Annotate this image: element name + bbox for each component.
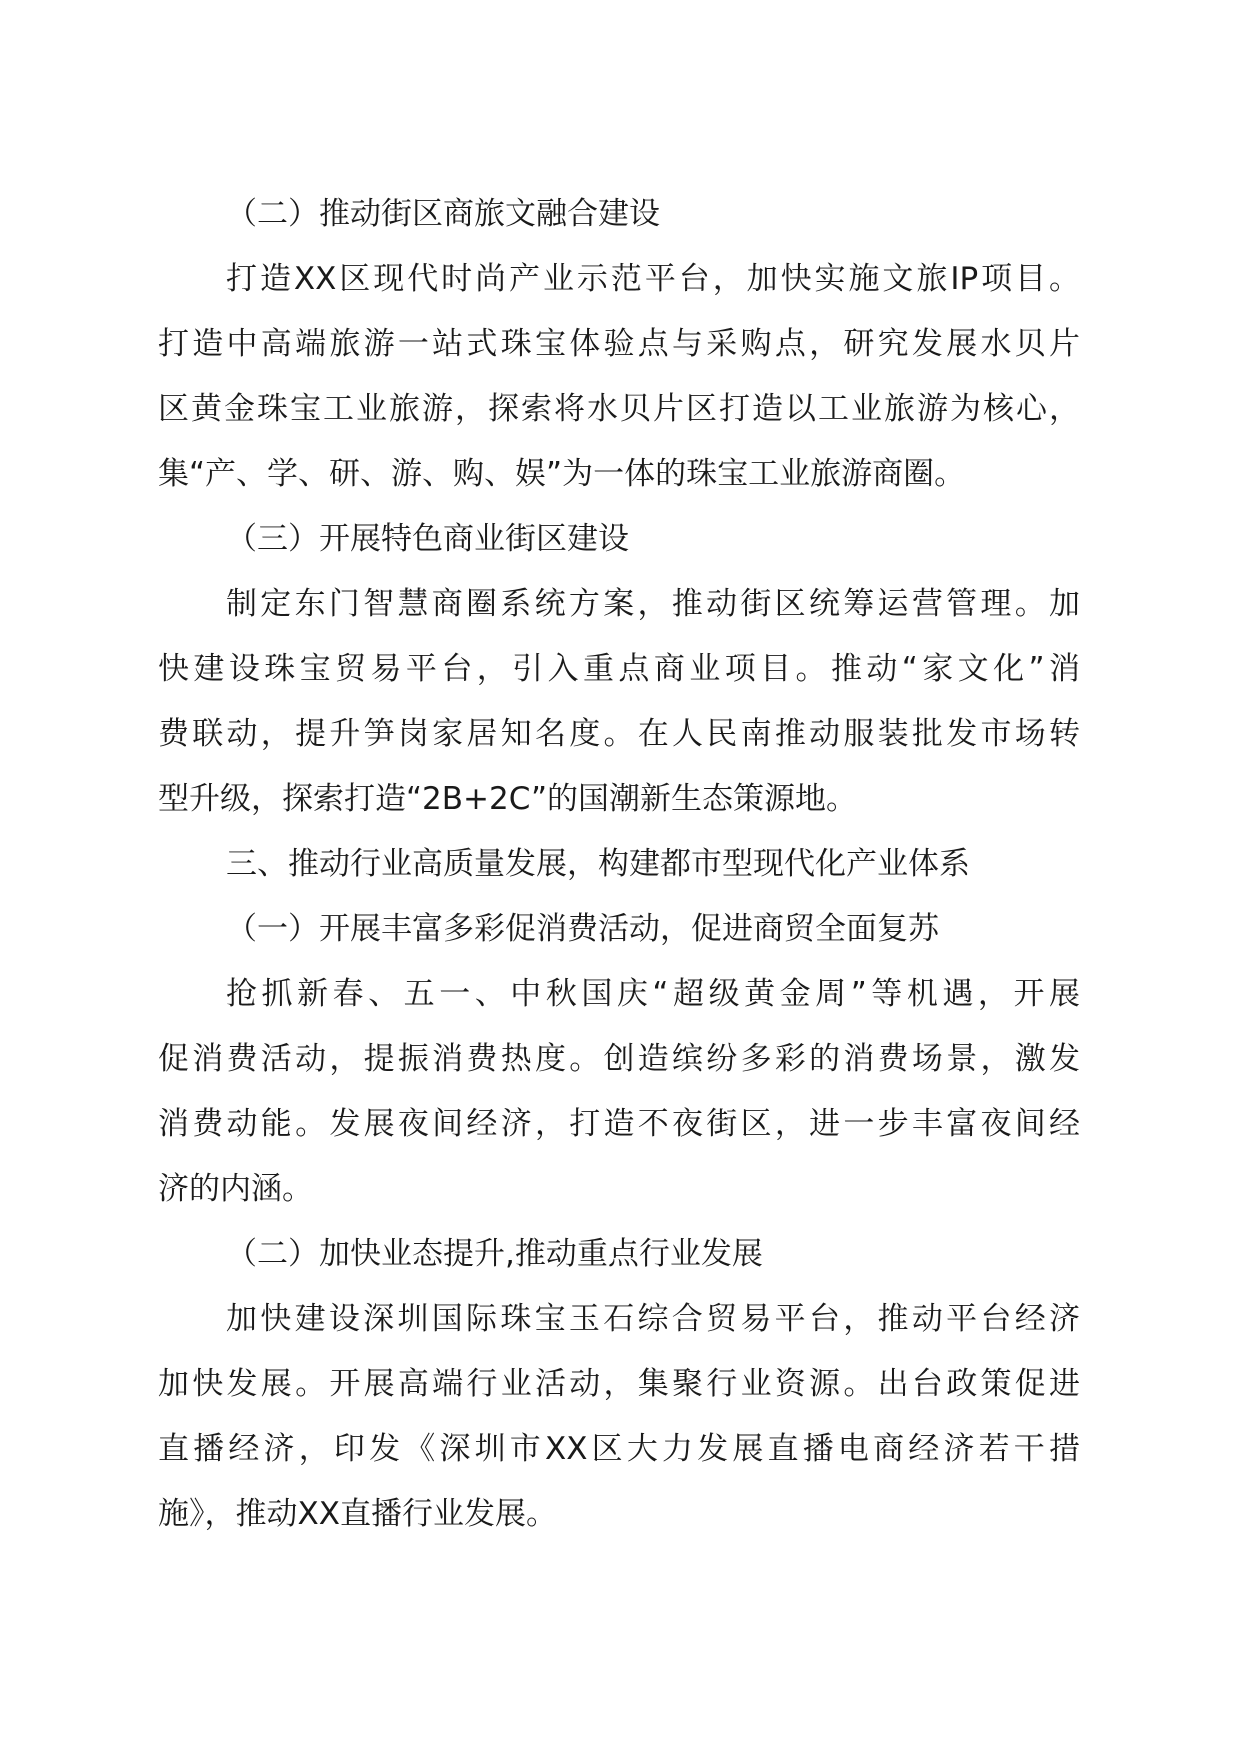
text-line: （二）推动街区商旅文融合建设 bbox=[226, 196, 660, 232]
subheading-characteristic-street bbox=[158, 507, 1080, 572]
text-line: 济的内涵。 bbox=[158, 1171, 313, 1207]
text-line: 消费动能。发展夜间经济，打造不夜街区，进一步丰富夜间经 bbox=[158, 1106, 1080, 1142]
text-line: 区黄金珠宝工业旅游，探索将水贝片区打造以工业旅游为核心， bbox=[158, 391, 1080, 427]
text-line: 三、推动行业高质量发展，构建都市型现代化产业体系 bbox=[226, 846, 970, 882]
document-body bbox=[158, 182, 1080, 1547]
text-line: 抢抓新春、五一、中秋国庆“超级黄金周”等机遇，开展 bbox=[226, 976, 1080, 1012]
text-line: 集“产、学、研、游、购、娱”为一体的珠宝工业旅游商圈。 bbox=[158, 456, 966, 492]
text-line: （二）加快业态提升,推动重点行业发展 bbox=[226, 1236, 763, 1272]
section-heading-industry-development bbox=[158, 832, 1080, 897]
text-line: 费联动，提升笋岗家居知名度。在人民南推动服装批发市场转 bbox=[158, 716, 1080, 752]
text-line: （一）开展丰富多彩促消费活动，促进商贸全面复苏 bbox=[226, 911, 939, 947]
text-line: 加快建设深圳国际珠宝玉石综合贸易平台，推动平台经济 bbox=[226, 1301, 1080, 1337]
text-line: 加快发展。开展高端行业活动，集聚行业资源。出台政策促进 bbox=[158, 1366, 1080, 1402]
paragraph-golden-week bbox=[158, 962, 1080, 1222]
paragraph-smart-business-district bbox=[158, 572, 1080, 832]
text-line: 打造XX区现代时尚产业示范平台，加快实施文旅IP项目。 bbox=[226, 261, 1080, 297]
subheading-consumption-activities bbox=[158, 897, 1080, 962]
text-line: 型升级，探索打造“2B+2C”的国潮新生态策源地。 bbox=[158, 781, 858, 817]
text-line: 直播经济，印发《深圳市XX区大力发展直播电商经济若干措 bbox=[158, 1431, 1080, 1467]
text-line: 施》，推动XX直播行业发展。 bbox=[158, 1496, 557, 1532]
text-line: 促消费活动，提振消费热度。创造缤纷多彩的消费场景，激发 bbox=[158, 1041, 1080, 1077]
text-line: （三）开展特色商业街区建设 bbox=[226, 521, 629, 557]
text-line: 打造中高端旅游一站式珠宝体验点与采购点，研究发展水贝片 bbox=[158, 326, 1080, 362]
paragraph-fashion-platform bbox=[158, 247, 1080, 507]
subheading-business-upgrade bbox=[158, 1222, 1080, 1287]
paragraph-jewelry-trade-platform bbox=[158, 1287, 1080, 1547]
text-line: 制定东门智慧商圈系统方案，推动街区统筹运营管理。加 bbox=[226, 586, 1080, 622]
text-line: 快建设珠宝贸易平台，引入重点商业项目。推动“家文化”消 bbox=[158, 651, 1080, 687]
subheading-commerce-tourism-culture bbox=[158, 182, 1080, 247]
